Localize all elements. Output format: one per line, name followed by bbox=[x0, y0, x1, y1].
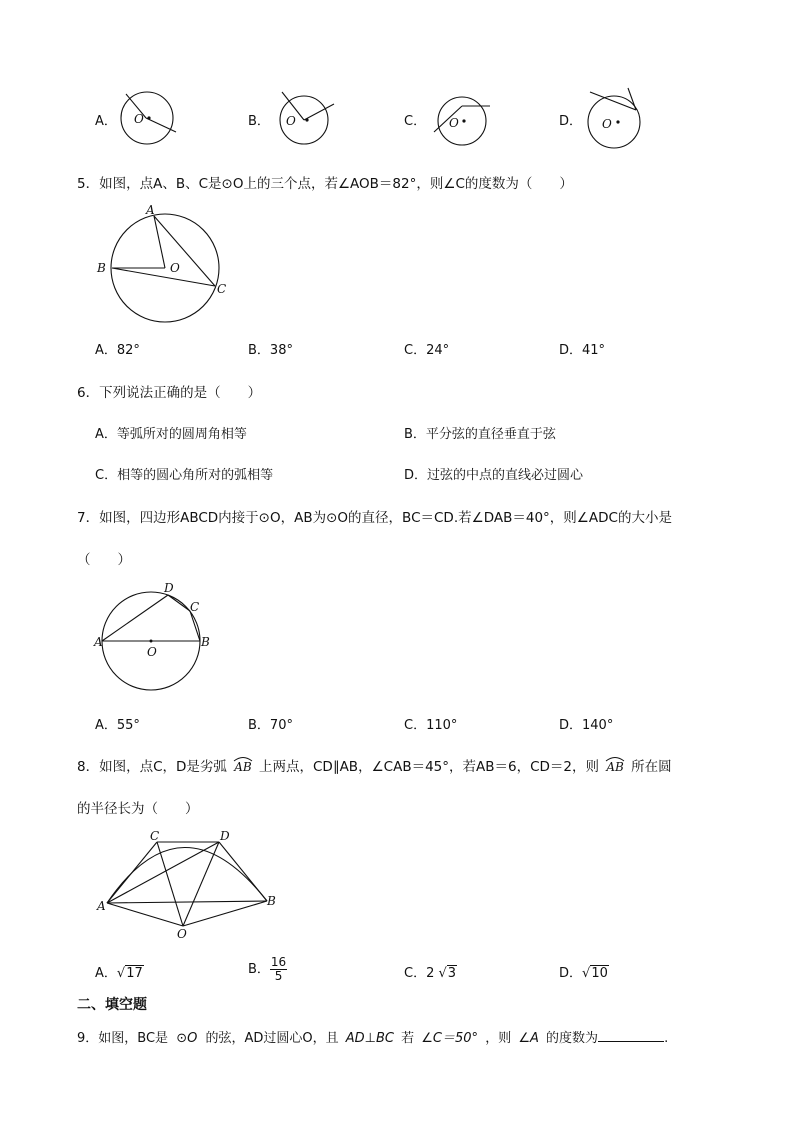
q4-c-center-label: O bbox=[449, 116, 459, 130]
q8-question-line2: 的半径长为（ ） bbox=[77, 801, 199, 817]
q9-circle-o: ⊙O bbox=[176, 1031, 198, 1046]
q9-angle-c: ∠C＝50° bbox=[421, 1031, 479, 1046]
q5-option-b[interactable]: B．38° bbox=[248, 343, 293, 358]
q6-question-text: 6．下列说法正确的是（ ） bbox=[77, 385, 262, 401]
q8-arc-ab-2 bbox=[603, 760, 626, 774]
q7-figure bbox=[92, 578, 222, 698]
q8-figure bbox=[92, 828, 292, 943]
q8-label-a: A bbox=[97, 899, 106, 913]
q4-option-b-label[interactable]: B． bbox=[248, 114, 270, 129]
q8-option-d-label: D． bbox=[559, 966, 583, 981]
q8-arc-ab bbox=[231, 760, 254, 774]
q7-label-a: A bbox=[94, 635, 103, 649]
q9-mid3: ，则 bbox=[485, 1031, 512, 1046]
q8-option-d-radical: √ bbox=[582, 966, 591, 981]
q4-option-c-figure bbox=[428, 88, 494, 150]
q7-label-b: B bbox=[201, 635, 210, 649]
q8-arc-ab-text: AB bbox=[234, 760, 252, 774]
q9-post: 的度数为 bbox=[546, 1031, 599, 1046]
q4-option-b-figure bbox=[270, 88, 340, 150]
q8-option-d-radicand: 10 bbox=[591, 966, 608, 981]
q8-line1-pre: 8．如图，点C，D是劣弧 bbox=[77, 759, 227, 775]
q6-option-c[interactable]: C．相等的圆心角所对的弧相等 bbox=[95, 468, 274, 483]
q4-option-a-figure bbox=[118, 88, 180, 150]
q8-option-a-radicand: 17 bbox=[126, 966, 143, 981]
q5-option-c[interactable]: C．24° bbox=[404, 343, 450, 358]
q8-option-b[interactable] bbox=[248, 956, 287, 983]
q4-b-center-label: O bbox=[286, 114, 296, 128]
q8-option-c-label: C． bbox=[404, 966, 427, 981]
q5-label-o: O bbox=[170, 261, 180, 275]
q7-label-o: O bbox=[147, 645, 157, 659]
section-title-fill-in: 二、填空题 bbox=[77, 997, 147, 1013]
q8-label-d: D bbox=[220, 829, 230, 843]
q7-label-d: D bbox=[164, 581, 174, 595]
q9-question-text bbox=[77, 1027, 668, 1046]
q4-a-center-label: O bbox=[134, 112, 144, 126]
q5-option-a[interactable]: A．82° bbox=[95, 343, 140, 358]
q7-question-line2: （ ） bbox=[77, 552, 131, 568]
q8-label-c: C bbox=[150, 829, 160, 843]
q9-end: . bbox=[664, 1031, 669, 1046]
q6-option-b[interactable]: B．平分弦的直径垂直于弦 bbox=[404, 427, 556, 442]
q8-option-c-radical: √ bbox=[438, 966, 447, 981]
q9-mid1: 的弦，AD过圆心O，且 bbox=[205, 1031, 339, 1046]
q8-label-b: B bbox=[267, 894, 276, 908]
q5-figure bbox=[92, 200, 242, 330]
q9-answer-blank[interactable] bbox=[598, 1029, 664, 1042]
q7-option-a[interactable]: A．55° bbox=[95, 718, 140, 733]
q8-line1-end: 所在圆 bbox=[631, 759, 672, 775]
q5-label-a: A bbox=[146, 203, 155, 217]
q7-option-b[interactable]: B．70° bbox=[248, 718, 293, 733]
q6-option-d[interactable]: D．过弦的中点的直线必过圆心 bbox=[404, 468, 584, 483]
q7-option-d[interactable]: D．140° bbox=[559, 718, 614, 733]
q8-option-a[interactable] bbox=[95, 962, 144, 981]
q9-mid2: 若 bbox=[401, 1031, 415, 1046]
q7-option-c[interactable]: C．110° bbox=[404, 718, 458, 733]
q5-label-c: C bbox=[217, 282, 227, 296]
q5-label-b: B bbox=[97, 261, 106, 275]
q8-option-b-denominator: 5 bbox=[274, 969, 283, 983]
q8-label-o: O bbox=[177, 927, 187, 941]
q9-pre: 9．如图，BC是 bbox=[77, 1031, 169, 1046]
q8-arc-mark bbox=[233, 756, 253, 762]
q8-option-b-label: B． bbox=[248, 962, 270, 977]
q7-label-c: C bbox=[190, 600, 200, 614]
q8-arc-mark-2 bbox=[605, 756, 625, 762]
q9-ad-perp-bc: AD⊥BC bbox=[345, 1031, 394, 1046]
q4-option-d-figure bbox=[584, 86, 646, 152]
q5-option-d[interactable]: D．41° bbox=[559, 343, 606, 358]
q8-option-c-radicand: 3 bbox=[447, 966, 457, 981]
q8-option-b-fraction bbox=[270, 956, 287, 983]
q9-angle-a: ∠A bbox=[518, 1031, 539, 1046]
q4-d-center-label: O bbox=[602, 117, 612, 131]
q7-question-line1: 7．如图，四边形ABCD内接于⊙O，AB为⊙O的直径，BC＝CD.若∠DAB＝40°，则∠ADC的大小是 bbox=[77, 510, 672, 526]
q8-option-a-radical: √ bbox=[116, 966, 126, 981]
q4-option-c-label[interactable]: C． bbox=[404, 114, 427, 129]
q8-option-c[interactable] bbox=[404, 962, 457, 981]
q8-line1-post: 上两点，CD∥AB，∠CAB＝45°，若AB＝6，CD＝2，则 bbox=[259, 759, 600, 775]
q8-option-a-label: A． bbox=[95, 966, 117, 981]
q8-option-c-coefficient: 2 bbox=[426, 966, 435, 981]
q5-question-text: 5．如图，点A、B、C是⊙O上的三个点，若∠AOB＝82°，则∠C的度数为（ ） bbox=[77, 176, 573, 192]
q8-arc-ab-2-text: AB bbox=[606, 760, 624, 774]
q6-option-a[interactable]: A．等弧所对的圆周角相等 bbox=[95, 427, 247, 442]
q4-option-a-label[interactable]: A． bbox=[95, 114, 117, 129]
q8-question-line1 bbox=[77, 755, 672, 775]
q8-option-d[interactable] bbox=[559, 962, 609, 981]
q4-option-d-label[interactable]: D． bbox=[559, 114, 583, 129]
q8-option-b-numerator: 16 bbox=[270, 955, 287, 969]
